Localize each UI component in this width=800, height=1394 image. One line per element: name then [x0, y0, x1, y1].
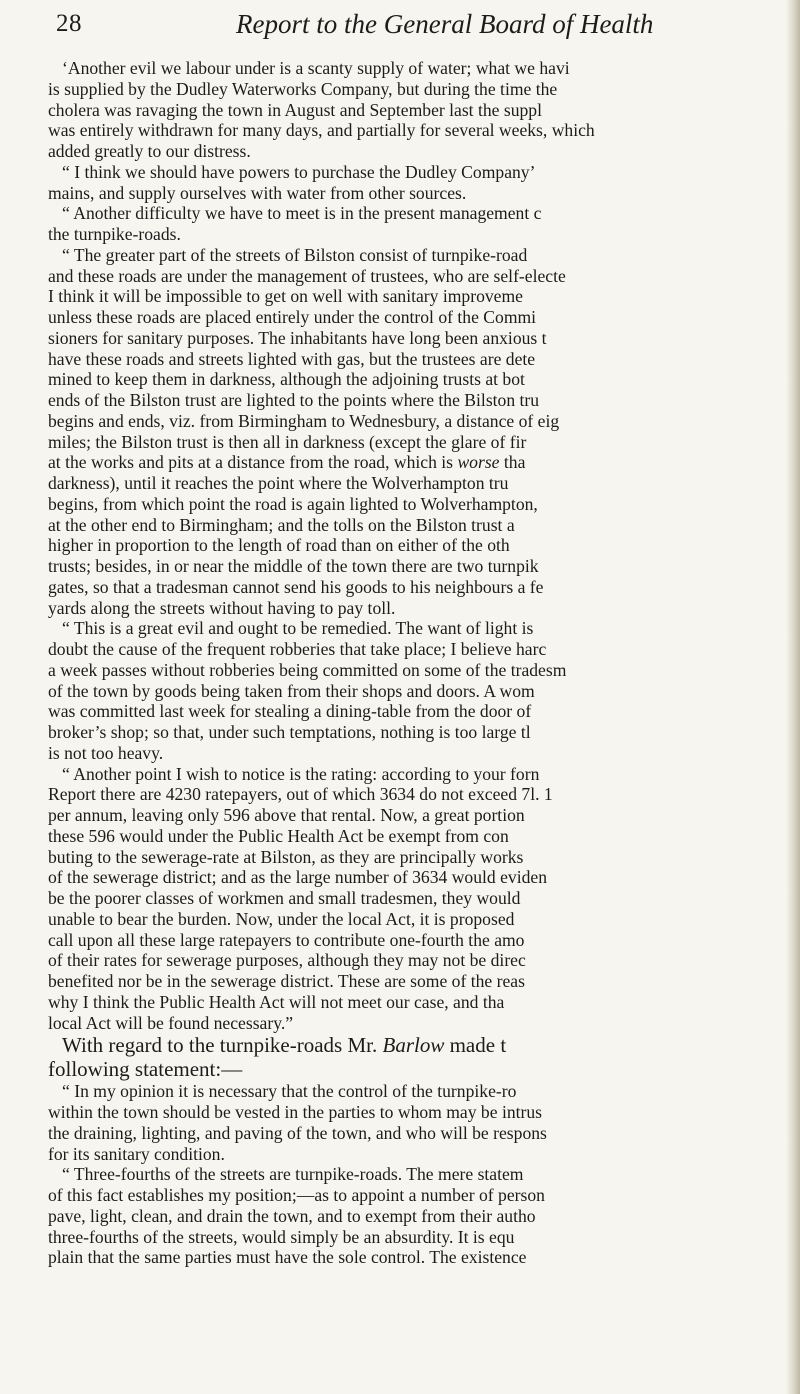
text-line: ends of the Bilston trust are lighted to the points where the Bilston tru [48, 390, 540, 410]
text-line: buting to the sewerage-rate at Bilston, as they are principally works [48, 846, 524, 867]
text-line: doubt the cause of the frequent robberies that take place; I believe harc [48, 639, 547, 659]
text-line: of the sewerage district; and as the large number of 3634 would eviden [48, 867, 547, 888]
text-line: begins and ends, viz. from Birmingham to Wednesbury, a distance of eig [48, 410, 560, 431]
text-line: cholera was ravaging the town in August and September last the suppl [48, 99, 542, 120]
text-line: With regard to the turnpike-roads Mr. Barlow made t [62, 1033, 507, 1058]
text-line: “ In my opinion it is necessary that the control of the turnpike-ro [62, 1081, 517, 1102]
text-line: at the works and pits at a distance from the road, which is worse tha [48, 452, 526, 473]
text-line: of their rates for sewerage purposes, although they may not be direc [48, 950, 526, 971]
text-line: local Act will be found necessary.” [48, 1012, 294, 1033]
text-line: miles; the Bilston trust is then all in darkness (except the glare of fir [48, 431, 527, 452]
text-line: and these roads are under the management of trustees, who are self-electe [48, 265, 566, 286]
barlow-statement [48, 1081, 786, 1268]
text-line: darkness), until it reaches the point where the Wolverhampton tru [48, 473, 509, 493]
text-line: is not too heavy. [48, 742, 164, 763]
text-line: broker’s shop; so that, under such temptations, nothing is too large tl [48, 722, 531, 742]
text-line: was entirely withdrawn for many days, and partially for several weeks, which [48, 120, 595, 141]
text-line: Report there are 4230 ratepayers, out of which 3634 do not exceed 7l. 1 [48, 784, 553, 805]
text-line: a week passes without robberies being committed on some of the tradesm [48, 659, 567, 680]
text-line: yards along the streets without having to pay toll. [48, 597, 396, 618]
text-line: the turnpike-roads. [48, 224, 181, 244]
text-line: of this fact establishes my position;—as to appoint a number of person [48, 1185, 545, 1205]
text-line: higher in proportion to the length of road than on either of the oth [48, 535, 510, 556]
text-line: ‘Another evil we labour under is a scanty supply of water; what we havi [62, 58, 570, 78]
text-line: gates, so that a tradesman cannot send his goods to his neighbours a fe [48, 576, 544, 597]
body-text [48, 58, 786, 1268]
text-line: mains, and supply ourselves with water from other sources. [48, 182, 467, 203]
text-line: is supplied by the Dudley Waterworks Company, but during the time the [48, 78, 558, 99]
text-line: pave, light, clean, and drain the town, and to exempt from their autho [48, 1205, 536, 1226]
text-line: at the other end to Birmingham; and the tolls on the Bilston trust a [48, 514, 515, 535]
running-title: Report to the General Board of Health [236, 9, 654, 39]
text-line: unless these roads are placed entirely under the control of the Commi [48, 307, 537, 327]
text-line: three-fourths of the streets, would simply be an absurdity. It is equ [48, 1226, 515, 1247]
text-line: within the town should be vested in the parties to whom may be intrus [48, 1102, 543, 1122]
text-line: plain that the same parties must have the sole control. The existence [48, 1247, 527, 1268]
text-line: I think it will be impossible to get on well with sanitary improveme [48, 286, 523, 307]
text-line: “ Another difficulty we have to meet is in the present management c [62, 203, 542, 224]
text-line: have these roads and streets lighted with gas, but the trustees are dete [48, 348, 536, 369]
text-line: “ I think we should have powers to purchase the Dudley Company’ [62, 161, 536, 182]
text-line: per annum, leaving only 596 above that rental. Now, a great portion [48, 805, 525, 825]
page-gutter-edge [786, 0, 800, 1394]
text-line: sioners for sanitary purposes. The inhabitants have long been anxious t [48, 327, 547, 348]
text-line: “ Another point I wish to notice is the rating: according to your forn [62, 763, 540, 784]
page-header [56, 6, 776, 46]
narrative-lead [48, 1033, 786, 1081]
text-line: benefited nor be in the sewerage district. These are some of the reas [48, 971, 525, 991]
text-line: the draining, lighting, and paving of the town, and who will be respons [48, 1122, 547, 1143]
text-line: why I think the Public Health Act will not meet our case, and tha [48, 991, 505, 1012]
text-line: of the town by goods being taken from their shops and doors. A wom [48, 680, 535, 701]
text-line: these 596 would under the Public Health Act be exempt from con [48, 825, 509, 846]
text-line: for its sanitary condition. [48, 1143, 225, 1164]
text-line: added greatly to our distress. [48, 141, 251, 161]
page-number: 28 [56, 10, 82, 37]
text-line: following statement:— [48, 1057, 243, 1082]
letter-quotation [48, 58, 786, 1033]
text-line: mined to keep them in darkness, although the adjoining trusts at bot [48, 369, 525, 390]
text-line: be the poorer classes of workmen and small tradesmen, they would [48, 888, 521, 908]
text-line: begins, from which point the road is again lighted to Wolverhampton, [48, 493, 538, 514]
text-line: unable to bear the burden. Now, under the local Act, it is proposed [48, 908, 515, 929]
text-line: was committed last week for stealing a dining-table from the door of [48, 701, 532, 722]
text-line: “ This is a great evil and ought to be remedied. The want of light is [62, 618, 534, 639]
text-line: “ The greater part of the streets of Bilston consist of turnpike-road [62, 244, 528, 265]
text-line: “ Three-fourths of the streets are turnpike-roads. The mere statem [62, 1164, 524, 1185]
text-line: call upon all these large ratepayers to contribute one-fourth the amo [48, 929, 525, 950]
text-line: trusts; besides, in or near the middle of the town there are two turnpik [48, 556, 539, 576]
